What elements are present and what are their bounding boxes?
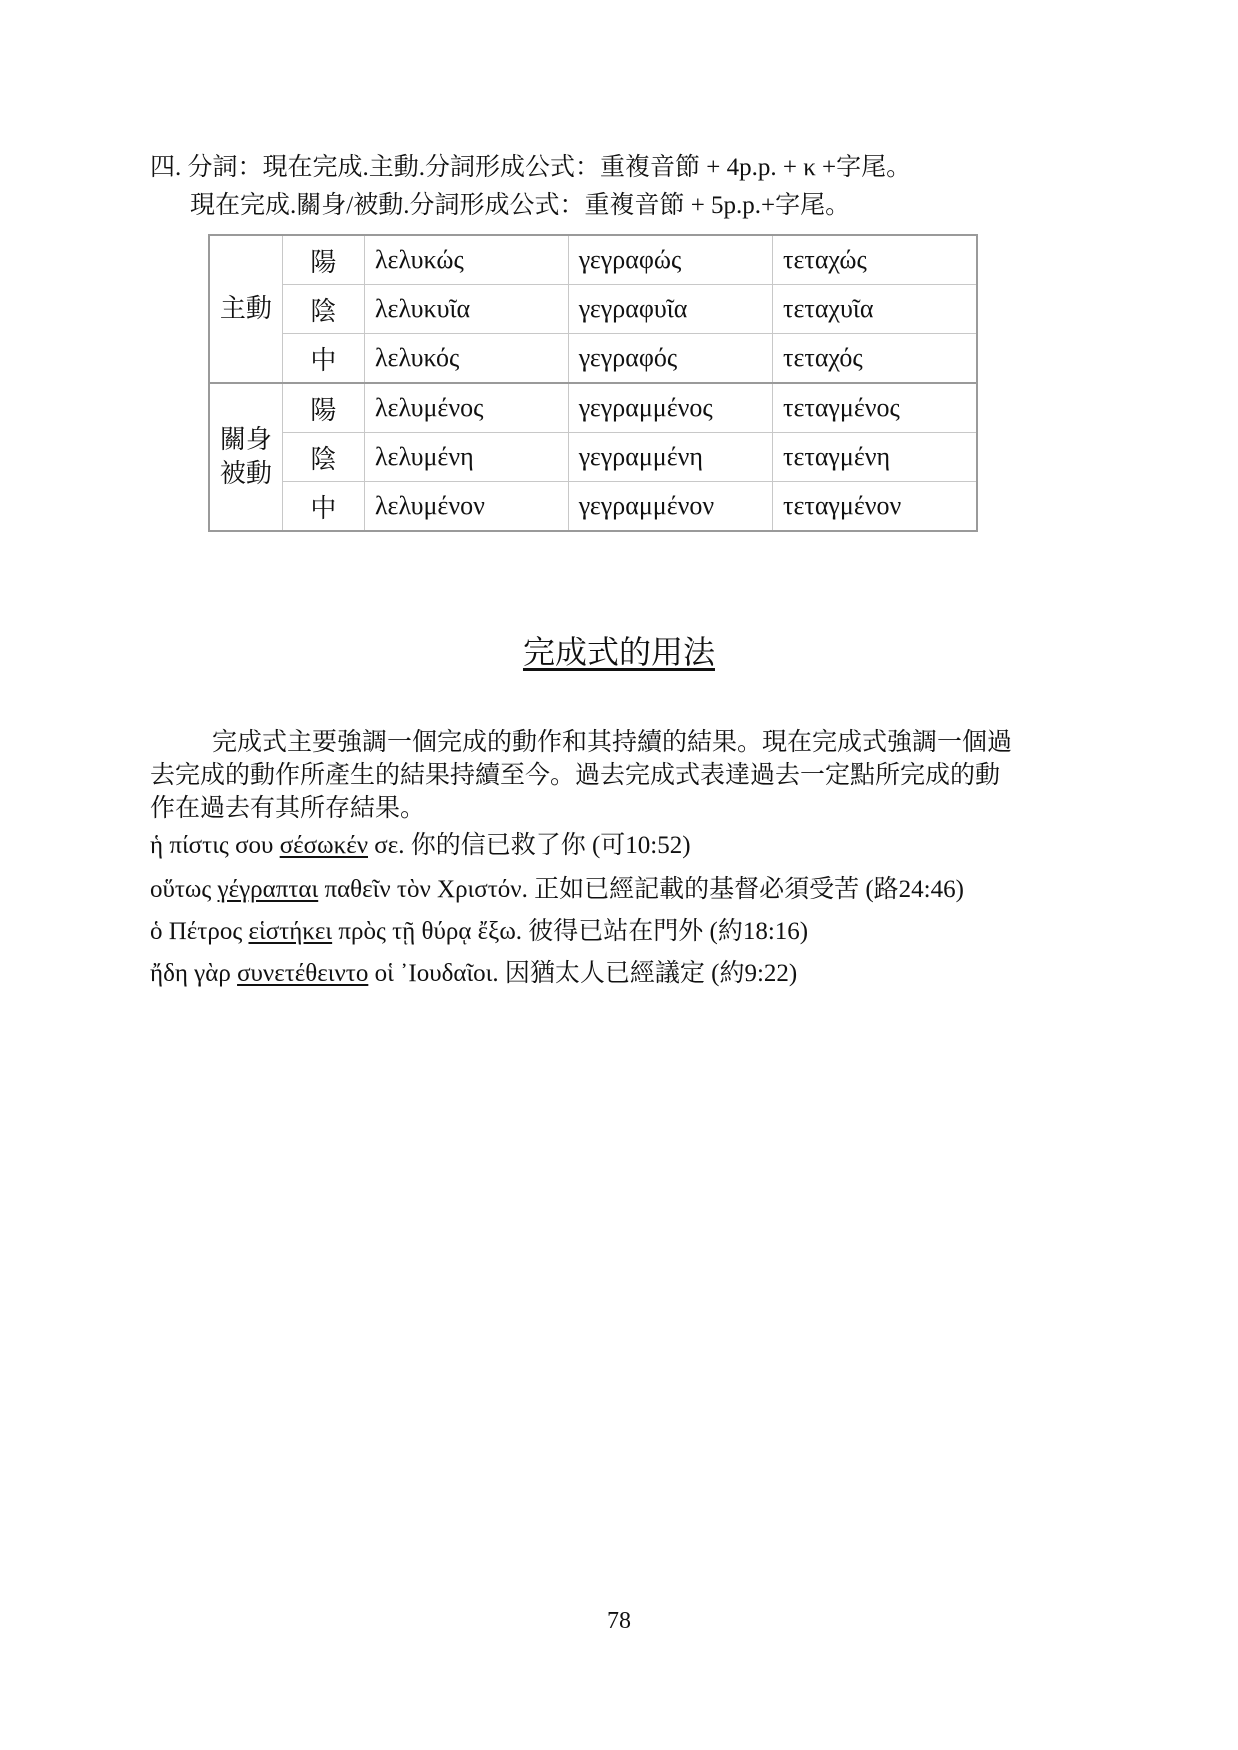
form-cell: γεγραφώς	[568, 235, 772, 285]
paragraph-line: 作在過去有其所存結果。	[150, 795, 426, 822]
form-cell: λελυκυῖα	[364, 285, 568, 334]
page-number: 78	[607, 1608, 631, 1634]
form-cell: λελυκός	[364, 334, 568, 384]
example-sentence	[150, 958, 797, 990]
heading-formula-active: 四. 分詞：現在完成.主動.分詞形成公式：重複音節 + 4p.p. + κ +字尾。	[150, 154, 912, 181]
example-text: οὕτως	[150, 876, 218, 903]
table-row	[209, 383, 977, 433]
form-cell: λελυμένη	[364, 433, 568, 482]
participle-table	[208, 234, 978, 532]
example-sentence	[150, 830, 691, 862]
usage-paragraph	[150, 726, 1090, 825]
form-cell: τεταγμένος	[773, 383, 978, 433]
form-cell: γεγραφυῖα	[568, 285, 772, 334]
gender-cell: 中	[282, 482, 364, 532]
form-cell: τεταχός	[773, 334, 978, 384]
form-cell: γεγραμμένος	[568, 383, 772, 433]
table-row	[209, 482, 977, 532]
form-cell: λελυμένος	[364, 383, 568, 433]
example-text: σε. 你的信已救了你 (可10:52)	[368, 832, 691, 859]
example-text: οἱ ᾽Ιουδαῖοι. 因猶太人已經議定 (約9:22)	[368, 960, 798, 987]
example-verb: συνετέθειντο	[237, 960, 369, 987]
gender-cell: 陽	[282, 383, 364, 433]
paragraph-line: 去完成的動作所產生的結果持續至今。過去完成式表達過去一定點所完成的動	[150, 762, 1001, 789]
example-verb: γέγραπται	[217, 876, 319, 903]
voice-label: 被動	[219, 459, 272, 488]
example-verb: σέσωκέν	[279, 832, 368, 859]
example-sentence	[150, 916, 808, 948]
form-cell: λελυμένον	[364, 482, 568, 532]
voice-label: 主動	[219, 294, 272, 323]
gender-cell: 中	[282, 334, 364, 384]
example-verb: εἱστήκει	[248, 918, 333, 945]
gender-cell: 陽	[282, 235, 364, 285]
voice-label: 關身	[219, 425, 272, 454]
form-cell: τεταγμένον	[773, 482, 978, 532]
voice-cell-middle-passive	[209, 383, 282, 531]
form-cell: λελυκώς	[364, 235, 568, 285]
gender-cell: 陰	[282, 433, 364, 482]
table-row	[209, 334, 977, 384]
form-cell: τεταχώς	[773, 235, 978, 285]
example-text: ὁ Πέτρος	[150, 918, 249, 945]
heading-formula-middle-passive: 現在完成.關身/被動.分詞形成公式：重複音節 + 5p.p.+字尾。	[190, 192, 851, 219]
form-cell: τεταχυῖα	[773, 285, 978, 334]
example-text: ἤδη γὰρ	[150, 960, 238, 987]
form-cell: γεγραμμένον	[568, 482, 772, 532]
form-cell: τεταγμένη	[773, 433, 978, 482]
example-text: παθεῖν τὸν Χριστόν. 正如已經記載的基督必須受苦 (路24:46)	[318, 876, 964, 903]
table-row	[209, 433, 977, 482]
voice-cell-active	[209, 235, 282, 383]
table-row	[209, 235, 977, 285]
gender-cell: 陰	[282, 285, 364, 334]
form-cell: γεγραφός	[568, 334, 772, 384]
example-sentence	[150, 874, 964, 906]
table-row	[209, 285, 977, 334]
form-cell: γεγραμμένη	[568, 433, 772, 482]
example-text: ἡ πίστις σου	[150, 832, 280, 859]
section-title	[0, 632, 1238, 672]
paragraph-line: 完成式主要強調一個完成的動作和其持續的結果。現在完成式強調一個過	[212, 729, 1013, 756]
example-text: πρὸς τῇ θύρᾳ ἔξω. 彼得已站在門外 (約18:16)	[332, 918, 809, 945]
section-title-text: 完成式的用法	[522, 634, 715, 670]
